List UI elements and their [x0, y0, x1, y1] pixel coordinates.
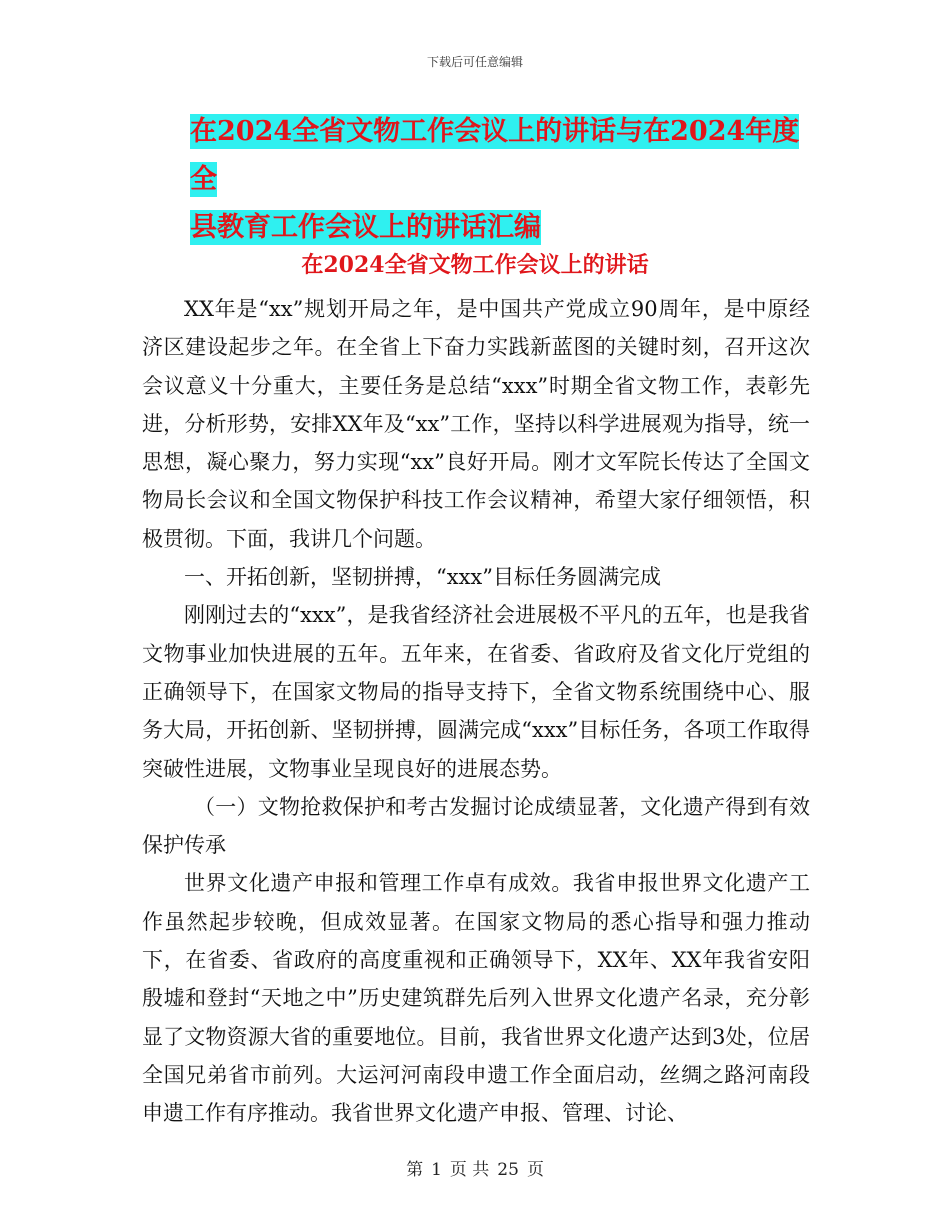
total-pages: 25	[497, 1160, 519, 1180]
footer-suffix: 页	[526, 1160, 544, 1180]
document-title	[190, 108, 810, 252]
footer-prefix: 第	[406, 1160, 424, 1180]
paragraph: XX年是“xx”规划开局之年，是中国共产党成立90周年，是中原经济区建设起步之年。在全省上下奋力实践新蓝图的关键时刻，召开这次会议意义十分重大，主要任务是总结“xxx”时期全省文物工作，表彰先进，分析形势，安排XX年及“xx”工作，坚持以科学进展观为指导，统一思想，凝心聚力，努力实现“xx”良好开局。刚才文军院长传达了全国文物局长会议和全国文物保护科技工作会议精神，希望大家仔细领悟，积极贯彻。下面，我讲几个问题。	[142, 297, 810, 551]
footer-middle: 页 共	[449, 1160, 490, 1180]
paragraph-heading: 一、开拓创新，坚韧拼搏，“xxx”目标任务圆满完成	[184, 565, 661, 590]
document-title-line-1: 在2024全省文物工作会议上的讲话与在2024年度全	[190, 116, 800, 195]
paragraph: 世界文化遗产申报和管理工作卓有成效。我省申报世界文化遗产工作虽然起步较晚，但成效显著。在国家文物局的悉心指导和强力推动下，在省委、省政府的高度重视和正确领导下，XX年、XX年我省安阳殷墟和登封“天地之中”历史建筑群先后列入世界文化遗产名录，充分彰显了文物资源大省的重要地位。目前，我省世界文化遗产达到3处，位居全国兄弟省市前列。大运河河南段申遗工作全面启动，丝绸之路河南段申遗工作有序推动。我省世界文化遗产申报、管理、讨论、	[142, 871, 810, 1126]
document-title-line-2: 县教育工作会议上的讲话汇编	[190, 212, 541, 243]
section-title: 在2024全省文物工作会议上的讲话	[301, 252, 649, 278]
paragraph: 刚刚过去的“xxx”，是我省经济社会进展极不平凡的五年，也是我省文物事业加快进展的五年。五年来，在省委、省政府及省文化厅党组的正确领导下，在国家文物局的指导支持下，全省文物系统围绕中心、服务大局，开拓创新、坚韧拼搏，圆满完成“xxx”目标任务，各项工作取得突破性进展，文物事业呈现良好的进展态势。	[142, 603, 810, 781]
header-note: 下载后可任意编辑	[426, 55, 523, 69]
page-number: 1	[431, 1160, 442, 1180]
body-text	[142, 290, 810, 1133]
page-footer	[0, 1155, 950, 1180]
paragraph-subheading: （一）文物抢救保护和考古发掘讨论成绩显著，文化遗产得到有效保护传承	[142, 794, 810, 858]
